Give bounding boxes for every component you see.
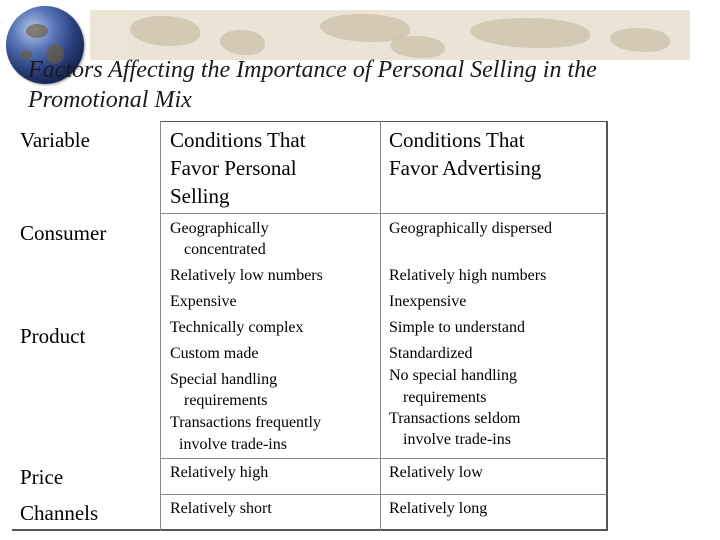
consumer-advertising-1: Geographically dispersed	[389, 220, 553, 237]
column-divider-1	[160, 121, 161, 531]
consumer-personal-2: concentrated	[184, 241, 266, 258]
price-advertising: Relatively low	[389, 464, 483, 481]
product-personal-3: Custom made	[170, 345, 259, 362]
product-advertising-4: No special handling	[389, 367, 517, 384]
row-divider-header	[160, 213, 607, 214]
product-advertising-7: involve trade-ins	[403, 431, 511, 448]
slide-title	[28, 55, 708, 115]
row-divider-price	[160, 458, 607, 459]
product-personal-6: Transactions frequently	[170, 414, 321, 431]
row-label-consumer: Consumer	[20, 221, 107, 245]
product-personal-4: Special handling	[170, 371, 278, 388]
header-advertising	[389, 126, 604, 182]
product-advertising-3: Standardized	[389, 345, 473, 362]
product-advertising-5: requirements	[403, 389, 487, 406]
product-personal-2: Technically complex	[170, 319, 304, 336]
consumer-personal-1: Geographically	[170, 220, 269, 237]
consumer-personal-3: Relatively low numbers	[170, 267, 323, 284]
price-personal: Relatively high	[170, 464, 269, 481]
title-line-2: Promotional Mix	[28, 87, 192, 113]
product-advertising-2: Simple to understand	[389, 319, 525, 336]
header-advertising-line-2: Favor Advertising	[389, 156, 542, 180]
header-personal-line-1: Conditions That	[170, 128, 306, 152]
channels-personal: Relatively short	[170, 500, 272, 517]
product-personal-7: involve trade-ins	[179, 436, 287, 453]
product-advertising-1: Inexpensive	[389, 293, 467, 310]
header-personal-line-2: Favor Personal	[170, 156, 297, 180]
row-label-channels: Channels	[20, 501, 99, 525]
header-banner	[0, 0, 720, 62]
title-line-1: Factors Affecting the Importance of Personal Selling in the	[28, 57, 597, 83]
row-label-product: Product	[20, 324, 86, 348]
header-advertising-line-1: Conditions That	[389, 128, 525, 152]
channels-advertising: Relatively long	[389, 500, 488, 517]
row-divider-channels	[160, 494, 607, 495]
table-border-bottom	[12, 529, 608, 531]
product-personal-1: Expensive	[170, 293, 237, 310]
table-border-top	[160, 121, 608, 122]
header-personal-line-3: Selling	[170, 184, 230, 208]
product-personal-5: requirements	[184, 392, 268, 409]
column-divider-2	[380, 121, 381, 531]
world-map-banner	[90, 10, 690, 60]
table-border-right	[606, 121, 608, 531]
row-label-price: Price	[20, 465, 64, 489]
product-advertising-6: Transactions seldom	[389, 410, 521, 427]
header-personal-selling	[170, 126, 375, 210]
header-variable: Variable	[20, 128, 90, 152]
consumer-advertising-2: Relatively high numbers	[389, 267, 547, 284]
